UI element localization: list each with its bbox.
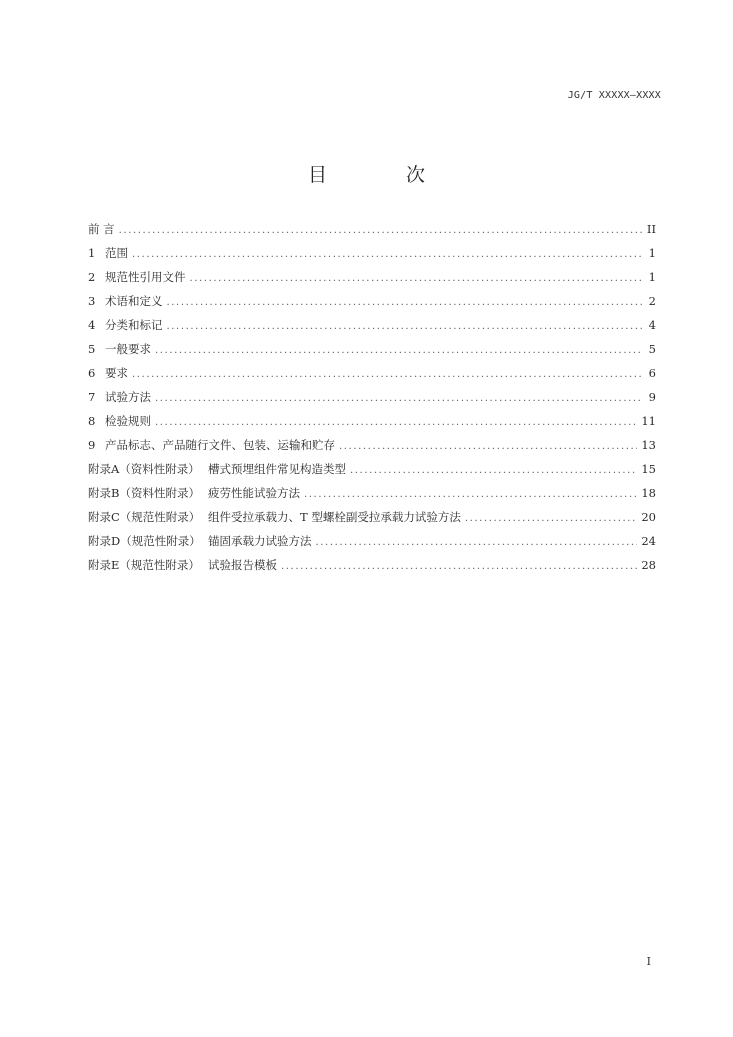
toc-appendix-label: 附录B（资料性附录） xyxy=(88,486,200,500)
toc-entry-number: 7 xyxy=(88,390,96,404)
toc-leader-dots xyxy=(465,513,638,524)
toc-page-number: 11 xyxy=(641,414,656,428)
toc-entry-label: 分类和标记 xyxy=(105,318,163,332)
toc-leader-dots xyxy=(350,465,637,476)
toc-entry-number: 2 xyxy=(88,270,96,284)
toc-leader-dots xyxy=(155,345,642,356)
toc-leader-dots xyxy=(132,249,642,260)
toc-page-number: 6 xyxy=(648,366,656,380)
toc-appendix-e[interactable] xyxy=(88,557,656,581)
toc-leader-dots xyxy=(132,369,642,380)
toc-page-number: 1 xyxy=(648,246,656,260)
toc-appendix-label: 附录C（规范性附录） xyxy=(88,510,201,524)
toc-entry-4[interactable] xyxy=(88,317,656,341)
toc-entry-8[interactable] xyxy=(88,413,656,437)
toc-entry-number: 9 xyxy=(88,438,96,452)
toc-leader-dots xyxy=(316,537,638,548)
toc-entry-label: 规范性引用文件 xyxy=(105,270,186,284)
toc-entry-number: 6 xyxy=(88,366,96,380)
toc-page-number: 13 xyxy=(641,438,656,452)
toc-entry-3[interactable] xyxy=(88,293,656,317)
toc-page-number: II xyxy=(646,222,656,236)
toc-appendix-title: 试验报告模板 xyxy=(208,558,277,572)
page-number: I xyxy=(646,955,651,968)
page-title: 目 次 xyxy=(307,164,455,186)
toc-entry-label: 一般要求 xyxy=(105,342,151,356)
toc-appendix-label: 附录D（规范性附录） xyxy=(88,534,201,548)
toc-page-number: 2 xyxy=(648,294,656,308)
toc-entry-number: 1 xyxy=(88,246,96,260)
toc-appendix-label: 附录E（规范性附录） xyxy=(88,558,200,572)
toc-appendix-label: 附录A（资料性附录） xyxy=(88,462,200,476)
toc-leader-dots xyxy=(155,393,642,404)
table-of-contents xyxy=(88,221,656,581)
toc-appendix-c[interactable] xyxy=(88,509,656,533)
toc-leader-dots xyxy=(190,273,643,284)
toc-entry-1[interactable] xyxy=(88,245,656,269)
toc-appendix-d[interactable] xyxy=(88,533,656,557)
toc-page-number: 20 xyxy=(641,510,656,524)
toc-leader-dots xyxy=(281,561,637,572)
toc-page-number: 28 xyxy=(641,558,656,572)
toc-entry-number: 8 xyxy=(88,414,96,428)
toc-entry-number: 4 xyxy=(88,318,96,332)
toc-entry-foreword[interactable] xyxy=(88,221,656,245)
toc-entry-2[interactable] xyxy=(88,269,656,293)
toc-entry-label: 检验规则 xyxy=(105,414,151,428)
toc-entry-6[interactable] xyxy=(88,365,656,389)
toc-page-number: 24 xyxy=(641,534,656,548)
toc-appendix-b[interactable] xyxy=(88,485,656,509)
toc-entry-number: 3 xyxy=(88,294,96,308)
toc-entry-label: 术语和定义 xyxy=(105,294,163,308)
toc-entry-label: 产品标志、产品随行文件、包装、运输和贮存 xyxy=(105,438,335,452)
toc-page-number: 5 xyxy=(648,342,656,356)
toc-appendix-title: 锚固承载力试验方法 xyxy=(208,534,312,548)
document-code: JG/T XXXXX—XXXX xyxy=(567,90,661,101)
toc-leader-dots xyxy=(304,489,637,500)
toc-leader-dots xyxy=(119,225,642,236)
toc-leader-dots xyxy=(155,417,637,428)
toc-page-number: 9 xyxy=(648,390,656,404)
toc-entry-7[interactable] xyxy=(88,389,656,413)
toc-page-number: 1 xyxy=(648,270,656,284)
toc-appendix-title: 疲劳性能试验方法 xyxy=(208,486,300,500)
toc-page-number: 15 xyxy=(641,462,656,476)
toc-entry-label: 范围 xyxy=(105,246,128,260)
toc-appendix-a[interactable] xyxy=(88,461,656,485)
toc-page-number: 18 xyxy=(641,486,656,500)
toc-page-number: 4 xyxy=(648,318,656,332)
toc-entry-label: 试验方法 xyxy=(105,390,151,404)
toc-entry-number: 5 xyxy=(88,342,96,356)
toc-leader-dots xyxy=(167,297,643,308)
toc-leader-dots xyxy=(167,321,643,332)
toc-entry-label: 前 言 xyxy=(88,222,115,236)
toc-entry-9[interactable] xyxy=(88,437,656,461)
toc-appendix-title: 组件受拉承载力、T 型螺栓副受拉承载力试验方法 xyxy=(208,510,461,524)
toc-entry-label: 要求 xyxy=(105,366,128,380)
toc-appendix-title: 槽式预埋组件常见构造类型 xyxy=(208,462,346,476)
toc-leader-dots xyxy=(339,441,637,452)
toc-entry-5[interactable] xyxy=(88,341,656,365)
